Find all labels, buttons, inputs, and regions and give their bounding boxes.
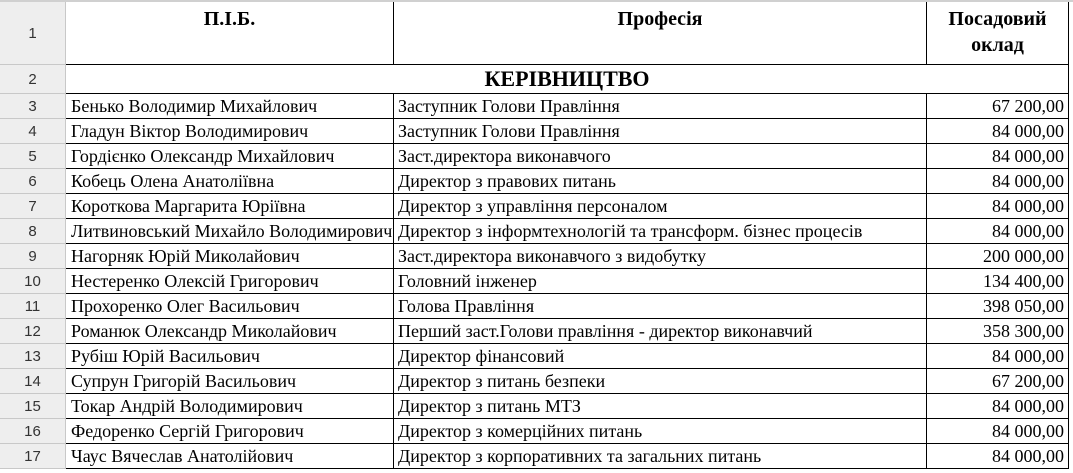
name-cell[interactable]: Рубіш Юрій Васильович: [66, 344, 394, 369]
profession-cell[interactable]: Директор з інформтехнологій та трансформ. бізнес процесів: [394, 219, 927, 244]
salary-cell[interactable]: 84 000,00: [927, 394, 1069, 419]
section-title: КЕРІВНИЦТВО: [484, 66, 650, 91]
salary-cell[interactable]: 67 200,00: [927, 369, 1069, 394]
table-row: [0, 444, 1073, 469]
profession-cell[interactable]: Перший заст.Голови правління - директор виконавчий: [394, 319, 927, 344]
header-salary-cell[interactable]: [927, 2, 1069, 65]
row-header[interactable]: 8: [0, 219, 66, 244]
header-salary-label: Посадовий оклад: [948, 8, 1047, 56]
row-header[interactable]: 12: [0, 319, 66, 344]
profession-cell[interactable]: Головний інженер: [394, 269, 927, 294]
profession-cell[interactable]: Директор з корпоративних та загальних питань: [394, 444, 927, 469]
name-cell[interactable]: Федоренко Сергій Григорович: [66, 419, 394, 444]
name-cell[interactable]: Чаус Вячеслав Анатолійович: [66, 444, 394, 469]
profession-cell[interactable]: Директор з питань МТЗ: [394, 394, 927, 419]
name-cell[interactable]: Токар Андрій Володимирович: [66, 394, 394, 419]
table-row: [0, 294, 1073, 319]
row-header[interactable]: 14: [0, 369, 66, 394]
profession-cell[interactable]: Директор з управління персоналом: [394, 194, 927, 219]
table-row: [0, 394, 1073, 419]
row-header[interactable]: 3: [0, 94, 66, 119]
row-header[interactable]: 10: [0, 269, 66, 294]
name-cell[interactable]: Гордієнко Олександр Михайлович: [66, 144, 394, 169]
table-row: [0, 344, 1073, 369]
salary-cell[interactable]: 84 000,00: [927, 444, 1069, 469]
row-header[interactable]: 6: [0, 169, 66, 194]
row-header[interactable]: 9: [0, 244, 66, 269]
table-row: [0, 194, 1073, 219]
table-row: [0, 244, 1073, 269]
profession-cell[interactable]: Голова Правління: [394, 294, 927, 319]
name-cell[interactable]: Нестеренко Олексій Григорович: [66, 269, 394, 294]
profession-cell[interactable]: Директор з правових питань: [394, 169, 927, 194]
profession-cell[interactable]: Директор з комерційних питань: [394, 419, 927, 444]
row-header[interactable]: 5: [0, 144, 66, 169]
table-row: [0, 169, 1073, 194]
name-cell[interactable]: Прохоренко Олег Васильович: [66, 294, 394, 319]
header-name-label: П.І.Б.: [203, 8, 256, 30]
salary-cell[interactable]: 84 000,00: [927, 144, 1069, 169]
table-row: [0, 319, 1073, 344]
name-cell[interactable]: Короткова Маргарита Юріївна: [66, 194, 394, 219]
row-header[interactable]: 17: [0, 444, 66, 469]
salary-cell[interactable]: 84 000,00: [927, 194, 1069, 219]
salary-cell[interactable]: 84 000,00: [927, 344, 1069, 369]
section-title-cell[interactable]: [66, 65, 1069, 94]
row-header[interactable]: 4: [0, 119, 66, 144]
section-row: [0, 65, 1073, 94]
salary-cell[interactable]: 358 300,00: [927, 319, 1069, 344]
salary-cell[interactable]: 84 000,00: [927, 219, 1069, 244]
table-row: [0, 369, 1073, 394]
salary-cell[interactable]: 84 000,00: [927, 169, 1069, 194]
header-profession-label: Професія: [617, 8, 703, 30]
salary-cell[interactable]: 134 400,00: [927, 269, 1069, 294]
header-profession-cell[interactable]: [394, 2, 927, 65]
name-cell[interactable]: Гладун Віктор Володимирович: [66, 119, 394, 144]
row-header[interactable]: 2: [0, 65, 66, 94]
name-cell[interactable]: Кобець Олена Анатоліївна: [66, 169, 394, 194]
table-row: [0, 94, 1073, 119]
row-header[interactable]: 11: [0, 294, 66, 319]
row-header[interactable]: 15: [0, 394, 66, 419]
profession-cell[interactable]: Заст.директора виконавчого з видобутку: [394, 244, 927, 269]
header-name-cell[interactable]: [66, 2, 394, 65]
salary-cell[interactable]: 200 000,00: [927, 244, 1069, 269]
salary-cell[interactable]: 398 050,00: [927, 294, 1069, 319]
name-cell[interactable]: Бенько Володимир Михайлович: [66, 94, 394, 119]
profession-cell[interactable]: Директор з питань безпеки: [394, 369, 927, 394]
salary-cell[interactable]: 67 200,00: [927, 94, 1069, 119]
header-row: [0, 2, 1073, 65]
table-row: [0, 269, 1073, 294]
profession-cell[interactable]: Заступник Голови Правління: [394, 119, 927, 144]
salary-cell[interactable]: 84 000,00: [927, 119, 1069, 144]
profession-cell[interactable]: Заступник Голови Правління: [394, 94, 927, 119]
name-cell[interactable]: Романюк Олександр Миколайович: [66, 319, 394, 344]
row-header[interactable]: 13: [0, 344, 66, 369]
name-cell[interactable]: Нагорняк Юрій Миколайович: [66, 244, 394, 269]
row-header[interactable]: 16: [0, 419, 66, 444]
name-cell[interactable]: Супрун Григорій Васильович: [66, 369, 394, 394]
row-header[interactable]: 1: [0, 2, 66, 65]
profession-cell[interactable]: Заст.директора виконавчого: [394, 144, 927, 169]
name-cell[interactable]: Литвиновський Михайло Володимирович: [66, 219, 394, 244]
salary-cell[interactable]: 84 000,00: [927, 419, 1069, 444]
table-row: [0, 144, 1073, 169]
row-header[interactable]: 7: [0, 194, 66, 219]
table-row: [0, 119, 1073, 144]
profession-cell[interactable]: Директор фінансовий: [394, 344, 927, 369]
table-row: [0, 419, 1073, 444]
table-row: [0, 219, 1073, 244]
